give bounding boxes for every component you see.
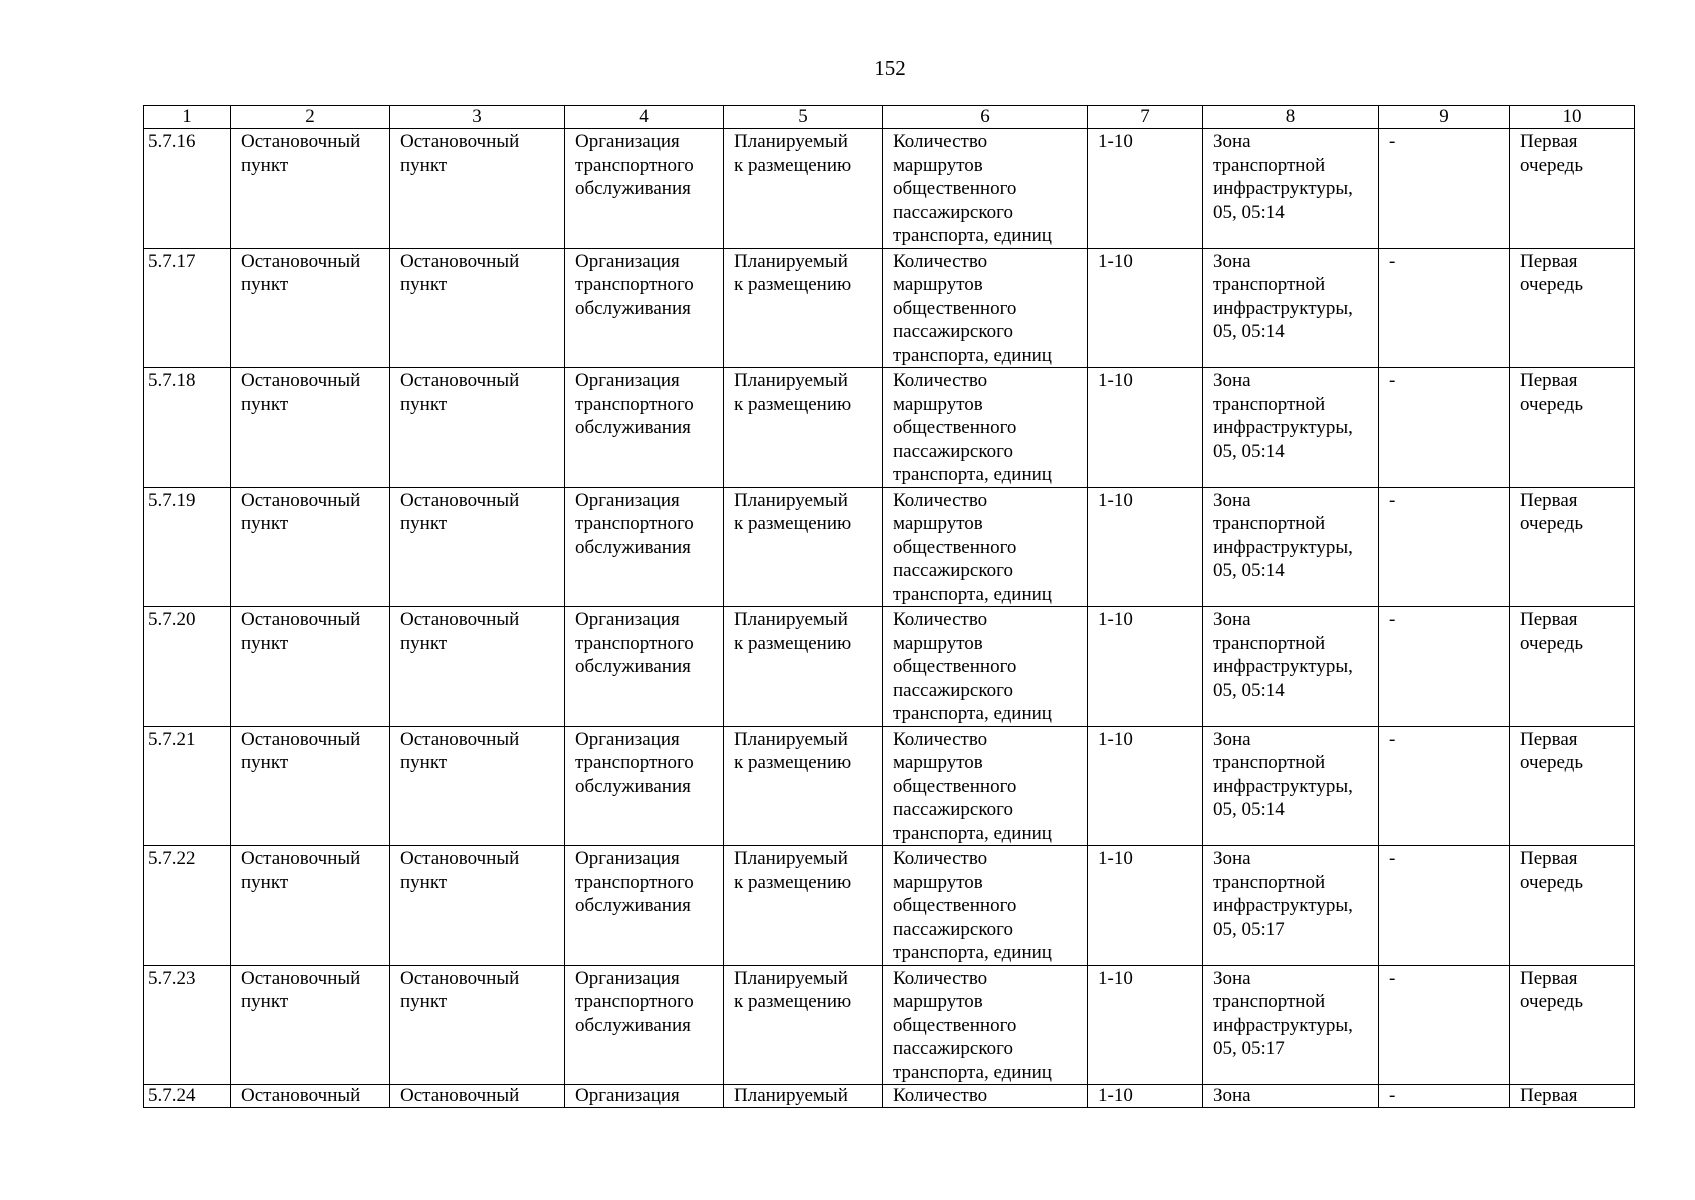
cell-line: пункт xyxy=(241,274,289,295)
status-cell xyxy=(724,129,883,249)
value-cell: 1-10 xyxy=(1088,726,1203,846)
zone-cell xyxy=(1203,248,1379,368)
cell-line: инфраструктуры, xyxy=(1213,536,1353,558)
cell-line: транспортной xyxy=(1213,393,1326,415)
value-cell: 1-10 xyxy=(1088,368,1203,488)
column-number: 6 xyxy=(883,106,1088,129)
item-number-cell: 5.7.22 xyxy=(144,846,231,966)
cell-line: Первая xyxy=(1520,967,1578,989)
status-cell xyxy=(724,726,883,846)
zone-cell xyxy=(1203,487,1379,607)
cell-line: Первая xyxy=(1520,489,1578,511)
item-number-cell: 5.7.23 xyxy=(144,965,231,1085)
cell-line: 05, 05:14 xyxy=(1213,679,1285,701)
cell-line: пункт xyxy=(400,752,448,773)
note-cell: - xyxy=(1379,965,1510,1085)
note-cell: - xyxy=(1379,607,1510,727)
cell-line: Остановочный xyxy=(400,131,520,152)
cell-line: Остановочный xyxy=(400,609,520,630)
object-type-cell xyxy=(231,368,390,488)
cell-line: пункт xyxy=(400,632,448,654)
stage-cell xyxy=(1510,487,1635,607)
column-number: 9 xyxy=(1379,106,1510,129)
note-cell: - xyxy=(1379,846,1510,966)
cell-line: пункт xyxy=(241,632,289,654)
item-number-cell: 5.7.20 xyxy=(144,607,231,727)
cell-line: пассажирского xyxy=(893,918,1013,940)
cell-line: Зона xyxy=(1213,131,1251,152)
object-name-cell xyxy=(390,965,565,1085)
cell-line: Количество xyxy=(893,728,988,750)
cell-line: пункт xyxy=(400,991,448,1012)
cell-line: инфраструктуры, xyxy=(1213,895,1353,916)
cell-line: Количество xyxy=(893,370,988,391)
cell-line: транспортной xyxy=(1213,752,1326,773)
cell-line: пункт xyxy=(400,513,448,534)
object-name-cell xyxy=(390,726,565,846)
stage-cell xyxy=(1510,726,1635,846)
object-name-cell xyxy=(390,129,565,249)
cell-line: Количество xyxy=(893,609,988,630)
column-number: 1 xyxy=(144,106,231,129)
cell-line: Количество xyxy=(893,250,988,272)
cell-line: пассажирского xyxy=(893,321,1013,342)
cell-line: транспорта, единиц xyxy=(893,225,1052,246)
cell-line: Планируемый xyxy=(734,1085,848,1106)
cell-line: инфраструктуры, xyxy=(1213,656,1353,677)
characteristic-cell xyxy=(883,846,1088,966)
value-cell: 1-10 xyxy=(1088,129,1203,249)
cell-line: транспортного xyxy=(575,991,694,1012)
cell-line: общественного xyxy=(893,775,1017,797)
cell-line: Остановочный xyxy=(400,728,520,750)
cell-line: инфраструктуры, xyxy=(1213,297,1353,319)
cell-line: Первая xyxy=(1520,370,1578,391)
zone-cell xyxy=(1203,846,1379,966)
note-cell: - xyxy=(1379,129,1510,249)
table-body xyxy=(144,129,1635,1108)
cell-line: транспортной xyxy=(1213,871,1326,893)
column-number-row xyxy=(144,106,1635,129)
characteristic-cell xyxy=(883,607,1088,727)
cell-line: Остановочный xyxy=(400,370,520,391)
cell-line: пассажирского xyxy=(893,1038,1013,1059)
object-name-cell xyxy=(390,487,565,607)
purpose-cell xyxy=(565,726,724,846)
cell-line: Количество xyxy=(893,967,988,989)
cell-line: пункт xyxy=(241,871,289,893)
purpose-cell xyxy=(565,487,724,607)
cell-line: транспортной xyxy=(1213,274,1326,295)
cell-line: Первая xyxy=(1520,848,1578,869)
cell-line: общественного xyxy=(893,178,1017,199)
column-number: 2 xyxy=(231,106,390,129)
stage-cell xyxy=(1510,248,1635,368)
zone-cell xyxy=(1203,129,1379,249)
cell-line: обслуживания xyxy=(575,775,691,797)
cell-line: к размещению xyxy=(734,871,852,893)
value-cell: 1-10 xyxy=(1088,965,1203,1085)
note-cell: - xyxy=(1379,1085,1510,1108)
cell-line: к размещению xyxy=(734,632,852,654)
stage-cell xyxy=(1510,129,1635,249)
cell-line: Остановочный xyxy=(241,609,361,630)
cell-line: Остановочный xyxy=(241,131,361,152)
cell-line: 05, 05:14 xyxy=(1213,321,1285,342)
note-cell: - xyxy=(1379,726,1510,846)
object-name-cell xyxy=(390,368,565,488)
cell-line: 05, 05:14 xyxy=(1213,201,1285,223)
cell-line: транспорта, единиц xyxy=(893,703,1052,724)
characteristic-cell xyxy=(883,368,1088,488)
cell-line: Зона xyxy=(1213,848,1251,869)
cell-line: к размещению xyxy=(734,752,852,773)
object-type-cell xyxy=(231,726,390,846)
zone-cell xyxy=(1203,368,1379,488)
table-row xyxy=(144,487,1635,607)
cell-line: Организация xyxy=(575,1085,680,1106)
cell-line: Первая xyxy=(1520,609,1578,630)
cell-line: Планируемый xyxy=(734,250,848,272)
cell-line: транспорта, единиц xyxy=(893,822,1052,844)
status-cell xyxy=(724,846,883,966)
cell-line: маршрутов xyxy=(893,871,983,893)
object-type-cell xyxy=(231,1085,390,1108)
cell-line: пассажирского xyxy=(893,679,1013,701)
cell-line: Остановочный xyxy=(241,370,361,391)
cell-line: обслуживания xyxy=(575,536,691,558)
cell-line: очередь xyxy=(1520,871,1584,893)
stage-cell xyxy=(1510,607,1635,727)
cell-line: Планируемый xyxy=(734,967,848,989)
cell-line: Зона xyxy=(1213,370,1251,391)
cell-line: транспортного xyxy=(575,274,694,295)
value-cell: 1-10 xyxy=(1088,846,1203,966)
cell-line: общественного xyxy=(893,417,1017,438)
cell-line: Зона xyxy=(1213,250,1251,272)
object-name-cell xyxy=(390,1085,565,1108)
stage-cell xyxy=(1510,965,1635,1085)
cell-line: Зона xyxy=(1213,967,1251,989)
characteristic-cell xyxy=(883,726,1088,846)
cell-line: к размещению xyxy=(734,393,852,415)
cell-line: к размещению xyxy=(734,154,852,176)
cell-line: 05, 05:17 xyxy=(1213,918,1285,940)
cell-line: общественного xyxy=(893,1014,1017,1036)
cell-line: Остановочный xyxy=(241,728,361,750)
cell-line: пассажирского xyxy=(893,799,1013,820)
cell-line: Остановочный xyxy=(400,1085,520,1106)
cell-line: Зона xyxy=(1213,1085,1251,1106)
cell-line: обслуживания xyxy=(575,417,691,438)
cell-line: Первая xyxy=(1520,131,1578,152)
item-number-cell: 5.7.24 xyxy=(144,1085,231,1108)
cell-line: 05, 05:14 xyxy=(1213,799,1285,820)
cell-line: инфраструктуры, xyxy=(1213,1014,1353,1036)
column-number: 3 xyxy=(390,106,565,129)
object-type-cell xyxy=(231,846,390,966)
note-cell: - xyxy=(1379,487,1510,607)
zone-cell xyxy=(1203,726,1379,846)
object-type-cell xyxy=(231,487,390,607)
cell-line: маршрутов xyxy=(893,991,983,1012)
cell-line: пассажирского xyxy=(893,201,1013,223)
cell-line: Планируемый xyxy=(734,728,848,750)
cell-line: пункт xyxy=(241,752,289,773)
cell-line: Организация xyxy=(575,489,680,511)
cell-line: общественного xyxy=(893,656,1017,677)
purpose-cell xyxy=(565,965,724,1085)
stage-cell xyxy=(1510,1085,1635,1108)
cell-line: Организация xyxy=(575,848,680,869)
cell-line: Количество xyxy=(893,131,988,152)
cell-line: пункт xyxy=(241,393,289,415)
cell-line: Остановочный xyxy=(400,848,520,869)
cell-line: транспорта, единиц xyxy=(893,942,1052,963)
cell-line: Организация xyxy=(575,728,680,750)
status-cell xyxy=(724,965,883,1085)
table-row xyxy=(144,368,1635,488)
value-cell: 1-10 xyxy=(1088,1085,1203,1108)
cell-line: Зона xyxy=(1213,609,1251,630)
object-name-cell xyxy=(390,607,565,727)
zone-cell xyxy=(1203,607,1379,727)
zone-cell xyxy=(1203,1085,1379,1108)
cell-line: Остановочный xyxy=(241,250,361,272)
status-cell xyxy=(724,368,883,488)
table-row xyxy=(144,1085,1635,1108)
item-number-cell: 5.7.16 xyxy=(144,129,231,249)
status-cell xyxy=(724,487,883,607)
object-name-cell xyxy=(390,846,565,966)
cell-line: транспортного xyxy=(575,513,694,534)
purpose-cell xyxy=(565,1085,724,1108)
cell-line: маршрутов xyxy=(893,513,983,534)
cell-line: 05, 05:17 xyxy=(1213,1038,1285,1059)
purpose-cell xyxy=(565,368,724,488)
cell-line: пассажирского xyxy=(893,560,1013,581)
cell-line: общественного xyxy=(893,895,1017,916)
cell-line: пункт xyxy=(400,393,448,415)
cell-line: пункт xyxy=(400,871,448,893)
cell-line: Количество xyxy=(893,489,988,511)
cell-line: транспортного xyxy=(575,871,694,893)
cell-line: Планируемый xyxy=(734,370,848,391)
cell-line: общественного xyxy=(893,536,1017,558)
cell-line: очередь xyxy=(1520,393,1584,415)
item-number-cell: 5.7.17 xyxy=(144,248,231,368)
cell-line: пассажирского xyxy=(893,440,1013,462)
cell-line: Зона xyxy=(1213,489,1251,511)
cell-line: 05, 05:14 xyxy=(1213,560,1285,581)
cell-line: транспортного xyxy=(575,393,694,415)
cell-line: очередь xyxy=(1520,154,1584,176)
cell-line: очередь xyxy=(1520,632,1584,654)
status-cell xyxy=(724,1085,883,1108)
cell-line: инфраструктуры, xyxy=(1213,178,1353,199)
cell-line: 05, 05:14 xyxy=(1213,440,1285,462)
cell-line: пункт xyxy=(241,513,289,534)
purpose-cell xyxy=(565,129,724,249)
cell-line: Остановочный xyxy=(400,250,520,272)
cell-line: Первая xyxy=(1520,728,1578,750)
column-number: 5 xyxy=(724,106,883,129)
cell-line: Зона xyxy=(1213,728,1251,750)
cell-line: Планируемый xyxy=(734,609,848,630)
object-type-cell xyxy=(231,129,390,249)
cell-line: Остановочный xyxy=(241,967,361,989)
cell-line: обслуживания xyxy=(575,297,691,319)
purpose-cell xyxy=(565,846,724,966)
cell-line: транспорта, единиц xyxy=(893,583,1052,605)
cell-line: маршрутов xyxy=(893,154,983,176)
cell-line: транспорта, единиц xyxy=(893,344,1052,366)
cell-line: маршрутов xyxy=(893,393,983,415)
cell-line: Организация xyxy=(575,967,680,989)
column-number: 7 xyxy=(1088,106,1203,129)
table-row xyxy=(144,726,1635,846)
status-cell xyxy=(724,607,883,727)
cell-line: Первая xyxy=(1520,1085,1578,1106)
cell-line: транспортного xyxy=(575,154,694,176)
value-cell: 1-10 xyxy=(1088,607,1203,727)
cell-line: обслуживания xyxy=(575,1014,691,1036)
cell-line: очередь xyxy=(1520,513,1584,534)
cell-line: транспортной xyxy=(1213,632,1326,654)
object-type-cell xyxy=(231,248,390,368)
column-number: 10 xyxy=(1510,106,1635,129)
cell-line: обслуживания xyxy=(575,656,691,677)
page-number: 152 xyxy=(874,56,906,80)
cell-line: транспортной xyxy=(1213,991,1326,1012)
table-row xyxy=(144,607,1635,727)
cell-line: инфраструктуры, xyxy=(1213,417,1353,438)
table-row xyxy=(144,248,1635,368)
cell-line: Остановочный xyxy=(241,848,361,869)
cell-line: транспортной xyxy=(1213,513,1326,534)
zone-cell xyxy=(1203,965,1379,1085)
cell-line: Количество xyxy=(893,1085,988,1106)
cell-line: Остановочный xyxy=(241,489,361,511)
value-cell: 1-10 xyxy=(1088,487,1203,607)
purpose-cell xyxy=(565,248,724,368)
cell-line: очередь xyxy=(1520,274,1584,295)
characteristic-cell xyxy=(883,487,1088,607)
cell-line: пункт xyxy=(241,991,289,1012)
cell-line: Планируемый xyxy=(734,848,848,869)
characteristic-cell xyxy=(883,129,1088,249)
cell-line: транспорта, единиц xyxy=(893,1061,1052,1083)
cell-line: маршрутов xyxy=(893,632,983,654)
cell-line: Организация xyxy=(575,131,680,152)
purpose-cell xyxy=(565,607,724,727)
value-cell: 1-10 xyxy=(1088,248,1203,368)
cell-line: пункт xyxy=(400,274,448,295)
characteristic-cell xyxy=(883,248,1088,368)
cell-line: к размещению xyxy=(734,991,852,1012)
cell-line: очередь xyxy=(1520,752,1584,773)
cell-line: транспортного xyxy=(575,632,694,654)
column-number: 4 xyxy=(565,106,724,129)
cell-line: обслуживания xyxy=(575,895,691,916)
cell-line: очередь xyxy=(1520,991,1584,1012)
cell-line: общественного xyxy=(893,297,1017,319)
object-name-cell xyxy=(390,248,565,368)
cell-line: к размещению xyxy=(734,513,852,534)
cell-line: пункт xyxy=(241,154,289,176)
cell-line: Остановочный xyxy=(400,967,520,989)
cell-line: пункт xyxy=(400,154,448,176)
document-table xyxy=(143,105,1635,1108)
column-number: 8 xyxy=(1203,106,1379,129)
object-type-cell xyxy=(231,965,390,1085)
cell-line: Планируемый xyxy=(734,131,848,152)
note-cell: - xyxy=(1379,248,1510,368)
cell-line: к размещению xyxy=(734,274,852,295)
stage-cell xyxy=(1510,846,1635,966)
status-cell xyxy=(724,248,883,368)
item-number-cell: 5.7.18 xyxy=(144,368,231,488)
stage-cell xyxy=(1510,368,1635,488)
table-row xyxy=(144,129,1635,249)
cell-line: Остановочный xyxy=(400,489,520,511)
item-number-cell: 5.7.21 xyxy=(144,726,231,846)
cell-line: транспортного xyxy=(575,752,694,773)
characteristic-cell xyxy=(883,965,1088,1085)
cell-line: Остановочный xyxy=(241,1085,361,1106)
cell-line: маршрутов xyxy=(893,274,983,295)
cell-line: Первая xyxy=(1520,250,1578,272)
characteristic-cell xyxy=(883,1085,1088,1108)
note-cell: - xyxy=(1379,368,1510,488)
cell-line: Организация xyxy=(575,609,680,630)
cell-line: транспорта, единиц xyxy=(893,464,1052,485)
cell-line: обслуживания xyxy=(575,178,691,199)
table-row xyxy=(144,965,1635,1085)
cell-line: транспортной xyxy=(1213,154,1326,176)
cell-line: маршрутов xyxy=(893,752,983,773)
cell-line: Планируемый xyxy=(734,489,848,511)
object-type-cell xyxy=(231,607,390,727)
table-row xyxy=(144,846,1635,966)
cell-line: Организация xyxy=(575,250,680,272)
item-number-cell: 5.7.19 xyxy=(144,487,231,607)
cell-line: Организация xyxy=(575,370,680,391)
cell-line: Количество xyxy=(893,848,988,869)
cell-line: инфраструктуры, xyxy=(1213,775,1353,797)
